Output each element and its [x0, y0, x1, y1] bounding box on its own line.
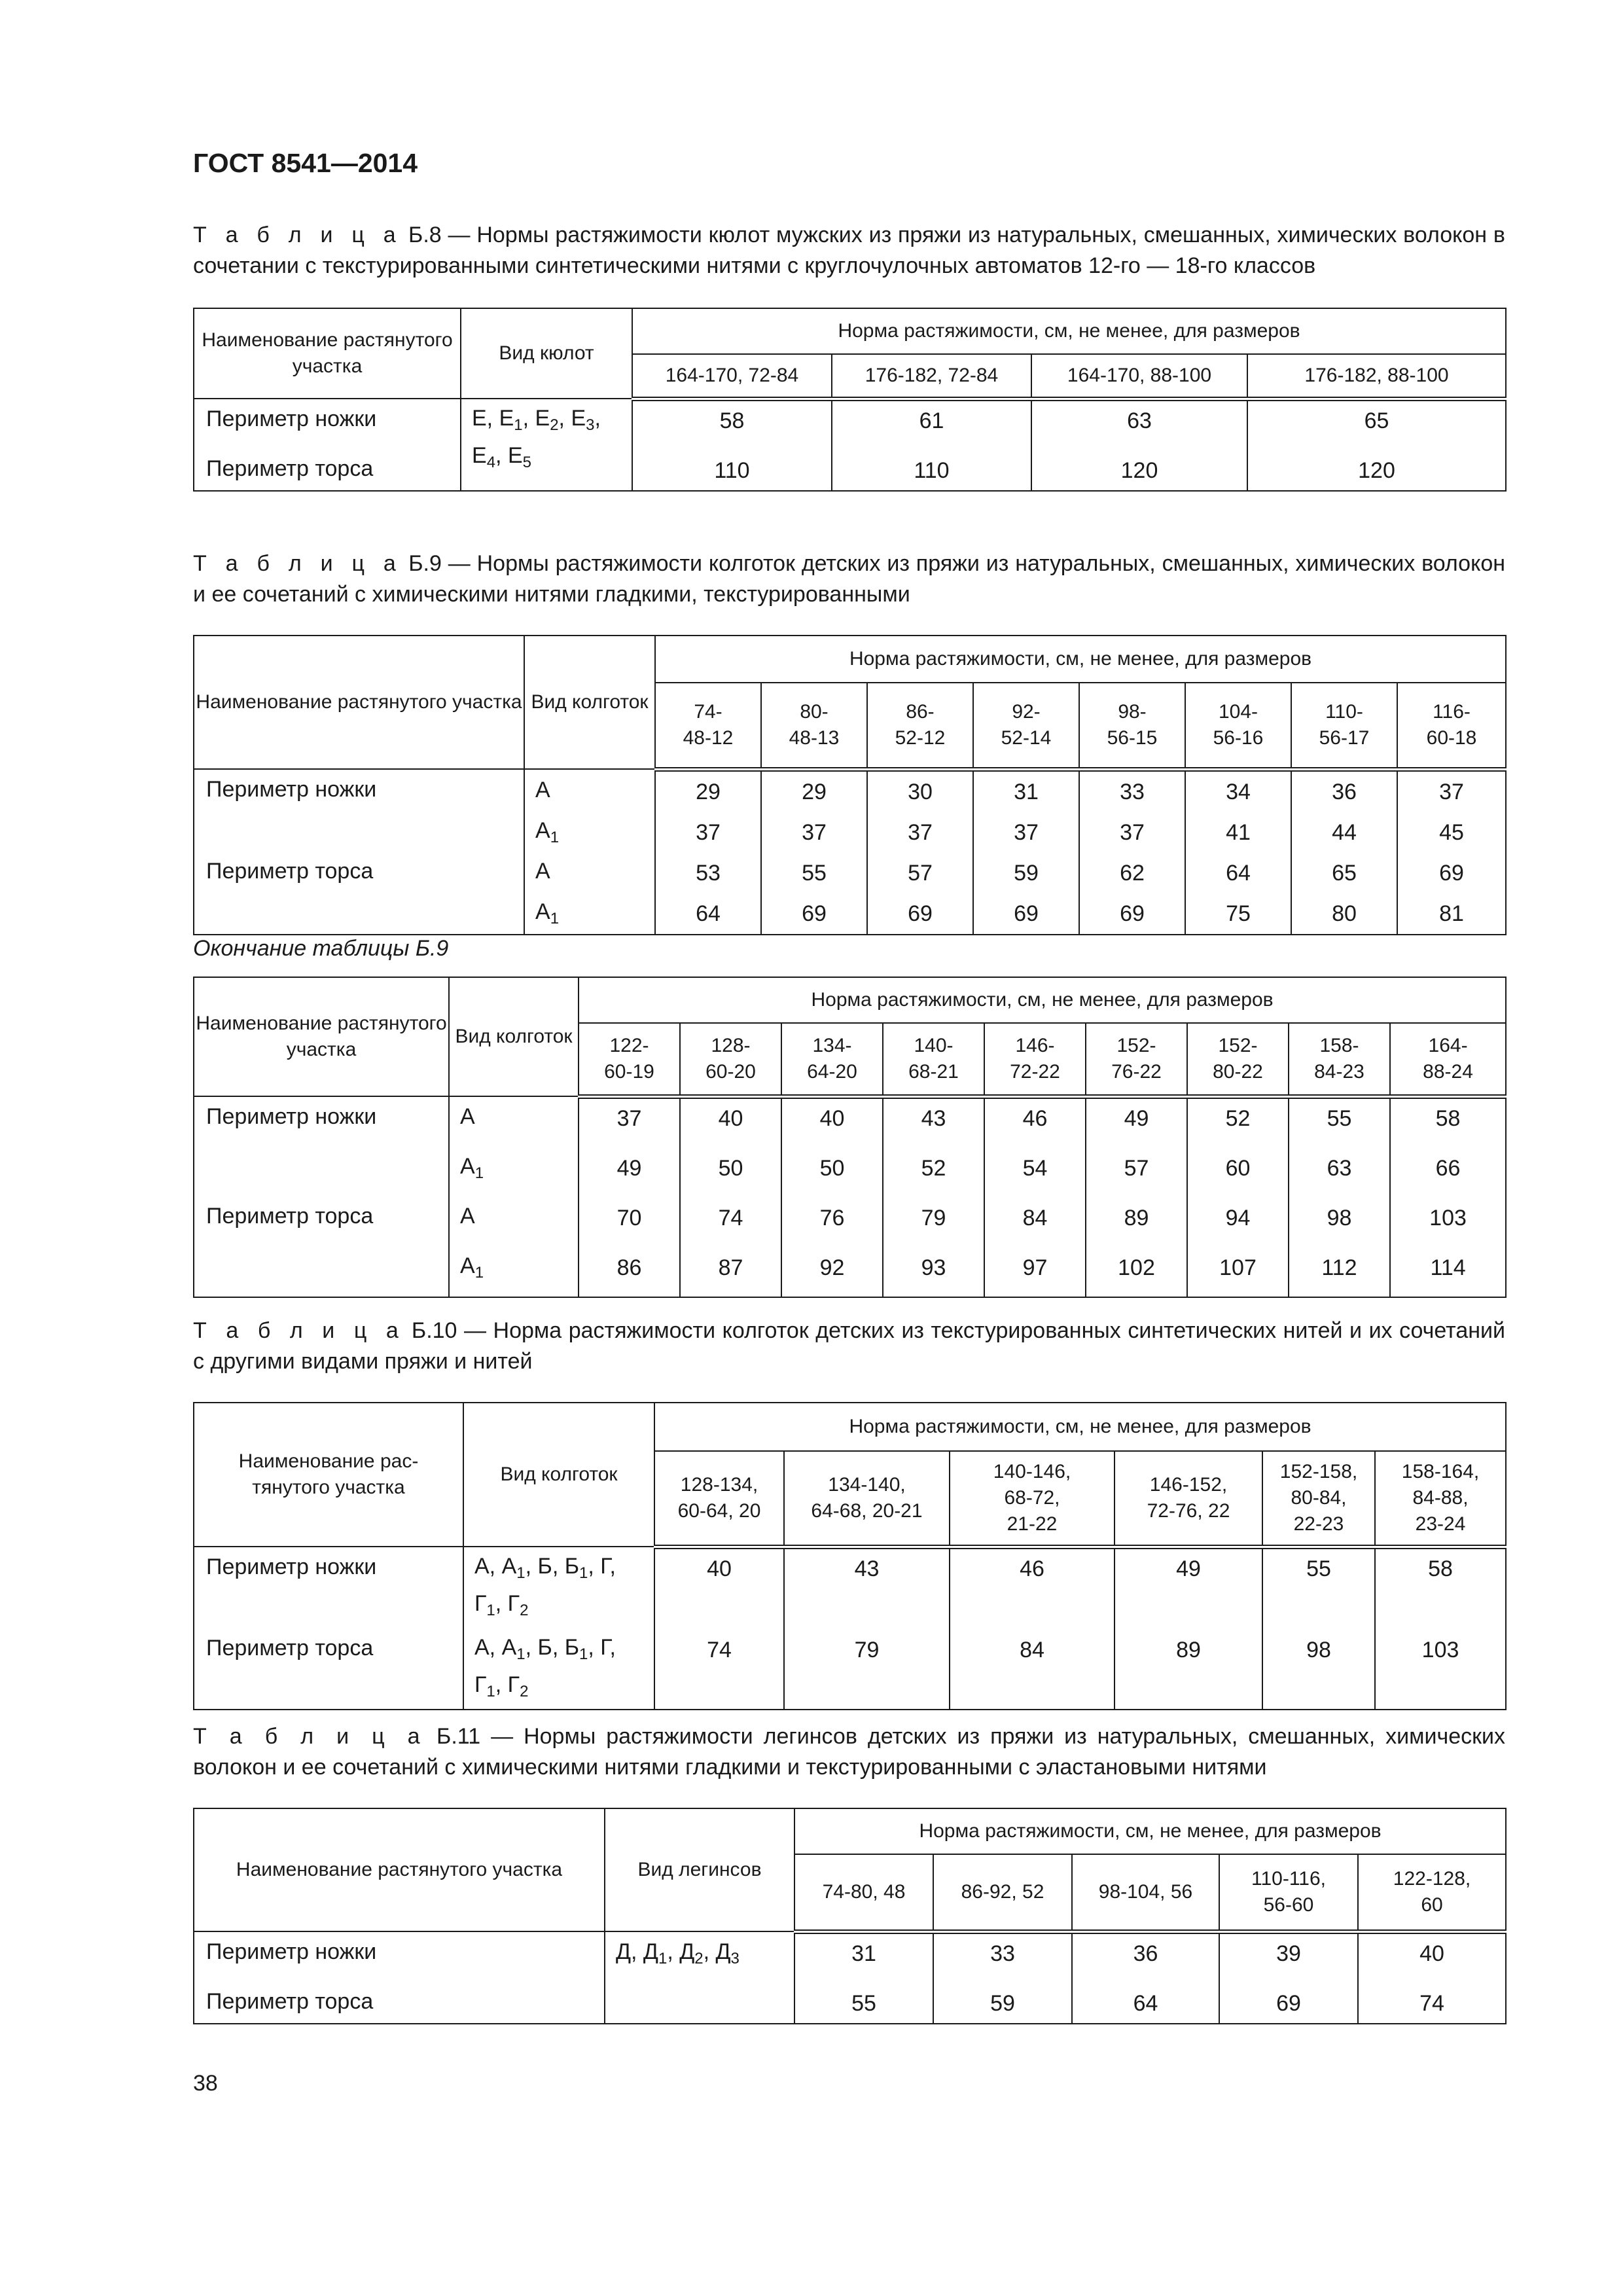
value-cell: 29 — [802, 779, 827, 804]
value-cell: 33 — [990, 1941, 1015, 1966]
size-line: 158- — [1319, 1034, 1359, 1056]
value-cell: 49 — [616, 1155, 642, 1181]
size-line: 140-146, — [993, 1460, 1071, 1482]
size-header — [655, 683, 761, 769]
row-name: Периметр ножки — [206, 1554, 377, 1579]
kind-label: $А_1$ — [535, 899, 560, 927]
value-cell: 37 — [1014, 819, 1039, 845]
value-cell: 59 — [990, 1990, 1015, 2016]
table-row — [194, 399, 1506, 491]
row-name: Периметр ножки — [206, 777, 377, 802]
size-line: 146-152, — [1149, 1473, 1228, 1496]
size-line: 80-22 — [1213, 1060, 1263, 1083]
size-header: 176-182, 72-84 — [832, 354, 1031, 399]
value-cell: 75 — [1226, 901, 1251, 926]
document-header: ГОСТ 8541—2014 — [193, 148, 418, 178]
header-name: Наименование растянутого участка — [194, 636, 524, 769]
kind-label: А — [535, 859, 550, 884]
kind-label: А — [535, 778, 550, 802]
header-name: Наименование растянутого участка — [194, 1808, 605, 1931]
value-cell: 55 — [851, 1990, 876, 2016]
size-line: 158-164, — [1401, 1460, 1480, 1482]
size-header — [1262, 1451, 1375, 1547]
row-name: Периметр торса — [206, 456, 374, 481]
size-line: 60-19 — [604, 1060, 654, 1083]
size-header — [883, 1023, 984, 1096]
size-line: 88-24 — [1423, 1060, 1473, 1083]
size-line: 86- — [906, 700, 935, 723]
value-cell: 34 — [1226, 779, 1251, 804]
value-cell: 29 — [696, 779, 721, 804]
size-line: 104- — [1218, 700, 1258, 723]
value-cell: 37 — [802, 819, 827, 845]
size-header — [1375, 1451, 1506, 1547]
size-header — [867, 683, 973, 769]
size-line: 48-12 — [683, 726, 734, 749]
value-cell: 58 — [1428, 1556, 1453, 1581]
value-cell: 103 — [1421, 1637, 1459, 1662]
kind-label: А — [460, 1104, 475, 1129]
size-line: 128- — [711, 1034, 751, 1056]
value-cell: 37 — [908, 819, 933, 845]
value-cell: 69 — [802, 901, 827, 926]
size-line: 122-128, — [1393, 1867, 1471, 1890]
size-line: 72-76, 22 — [1147, 1499, 1230, 1522]
value-cell: 79 — [854, 1637, 880, 1662]
kind-cell — [449, 1096, 579, 1297]
size-header — [933, 1854, 1072, 1931]
caption-prefix: Т а б л и ц а — [193, 1724, 427, 1749]
value-cell: 45 — [1439, 819, 1464, 845]
size-header — [784, 1451, 950, 1547]
size-line: 56-17 — [1319, 726, 1370, 749]
header-norm: Норма растяжимости, см, не менее, для размеров — [579, 977, 1506, 1023]
value-cell: 62 — [1120, 860, 1145, 886]
value-cell: 50 — [819, 1155, 845, 1181]
value-cell: 50 — [718, 1155, 743, 1181]
value-cell: 59 — [1014, 860, 1039, 886]
subscript: 1 — [474, 1264, 484, 1282]
value-cell: 92 — [819, 1255, 845, 1280]
value-cell: 37 — [616, 1105, 642, 1131]
size-header — [794, 1854, 933, 1931]
size-header — [680, 1023, 781, 1096]
value-cell: 58 — [719, 408, 745, 433]
value-cell: 66 — [1435, 1155, 1461, 1181]
header-kind: Вид кюлот — [461, 308, 632, 399]
value-cell: 93 — [921, 1255, 946, 1280]
size-header — [1072, 1854, 1219, 1931]
header-norm: Норма растяжимости, см, не менее, для размеров — [655, 636, 1506, 683]
size-line: 22-23 — [1293, 1513, 1344, 1535]
size-line: 23-24 — [1415, 1513, 1466, 1535]
value-cell: 84 — [1020, 1637, 1044, 1662]
size-line: 92- — [1012, 700, 1041, 723]
table-b10-caption — [193, 1316, 1505, 1377]
size-header — [761, 683, 867, 769]
value-cell: 43 — [921, 1105, 946, 1131]
kind-label: $А_1$ — [460, 1253, 484, 1282]
size-header — [950, 1451, 1115, 1547]
value-cell: 41 — [1226, 819, 1251, 845]
size-line: 84-23 — [1314, 1060, 1364, 1083]
size-line: 146- — [1015, 1034, 1055, 1056]
size-header — [1187, 1023, 1289, 1096]
size-header — [781, 1023, 883, 1096]
value-cell: 54 — [1022, 1155, 1048, 1181]
kind-cell: Е, $Е_1$, $Е_2$, $Е_3$, $Е_4$, $Е_5$ — [461, 399, 632, 491]
size-line: 128-134, — [680, 1473, 758, 1496]
row-name: Периметр торса — [206, 859, 374, 884]
value-cell: 81 — [1439, 901, 1464, 926]
size-line: 60-18 — [1426, 726, 1477, 749]
size-header — [1086, 1023, 1187, 1096]
value-cell: 87 — [718, 1255, 743, 1280]
size-header — [984, 1023, 1086, 1096]
page-number: 38 — [193, 2071, 218, 2096]
size-line: 60 — [1421, 1893, 1443, 1916]
row-name: Периметр ножки — [206, 406, 377, 431]
value-cell: 69 — [1276, 1990, 1301, 2016]
size-line: 52-12 — [895, 726, 946, 749]
value-cell: 64 — [696, 901, 721, 926]
value-cell: 103 — [1429, 1205, 1467, 1230]
size-line: 48-13 — [789, 726, 840, 749]
kind-label: А — [460, 1204, 475, 1229]
row-name: Периметр ножки — [206, 1104, 377, 1129]
value-cell: 114 — [1430, 1255, 1466, 1280]
size-line: 52-14 — [1001, 726, 1052, 749]
header-kind: Вид легинсов — [605, 1808, 794, 1931]
row-name: Периметр ножки — [206, 1939, 377, 1964]
size-line: 152-158, — [1279, 1460, 1358, 1482]
value-cell: 46 — [1020, 1556, 1044, 1581]
row-names — [194, 1931, 605, 2024]
value-cell: 37 — [1439, 779, 1464, 804]
caption-text: Б.8 — Нормы растяжимости кюлот мужских из пряжи из натуральных, смешанных, химических волокон в сочетании с текстурированными синтетическими нитями с круглочулочных автоматов 12-го — 18-го классов — [193, 223, 1505, 278]
value-cell: 46 — [1022, 1105, 1048, 1131]
value-cell: 107 — [1219, 1255, 1257, 1280]
value-cell: 60 — [1225, 1155, 1251, 1181]
size-header: 164-170, 88-100 — [1031, 354, 1247, 399]
size-line: 56-15 — [1107, 726, 1158, 749]
value-cell: 69 — [1014, 901, 1039, 926]
size-header: 176-182, 88-100 — [1247, 354, 1506, 399]
table-row — [194, 1096, 1506, 1297]
size-header — [1219, 1854, 1358, 1931]
value-cell: 69 — [908, 901, 933, 926]
value-cell: 65 — [1364, 408, 1389, 433]
value-cell: 120 — [1120, 457, 1158, 483]
value-cell: 36 — [1133, 1941, 1158, 1966]
table-b9-continuation-caption: Окончание таблицы Б.9 — [193, 936, 449, 961]
row-name: Периметр торса — [206, 1989, 374, 2014]
value-cell: 80 — [1332, 901, 1357, 926]
size-line: 60-64, 20 — [677, 1499, 761, 1522]
size-header — [1289, 1023, 1390, 1096]
size-line: 74-80, 48 — [822, 1880, 906, 1903]
value-cell: 64 — [1133, 1990, 1158, 2016]
size-line: 74- — [694, 700, 722, 723]
caption-prefix: Т а б л и ц а — [193, 551, 402, 576]
caption-text: Б.9 — Нормы растяжимости колготок детских из пряжи из натуральных, смешанных, химических волокон и ее сочетаний с химическими нитями гладкими, текстурированными — [193, 551, 1506, 607]
value-cell: 89 — [1124, 1205, 1149, 1230]
kind-cell: Д, $Д_1$, $Д_2$, $Д_3$ — [605, 1931, 794, 2024]
size-line: 68-21 — [908, 1060, 959, 1083]
value-cell: 49 — [1176, 1556, 1201, 1581]
kind-cell — [524, 769, 655, 935]
table-row — [194, 1931, 1506, 2024]
value-cell: 76 — [819, 1205, 845, 1230]
size-header — [1079, 683, 1185, 769]
value-cell: 30 — [908, 779, 933, 804]
row-names — [194, 399, 461, 491]
header-name-line: Наименование рас- — [238, 1450, 419, 1472]
size-line: 98- — [1118, 700, 1147, 723]
value-cell: 40 — [707, 1556, 732, 1581]
table-b9 — [193, 635, 1507, 935]
value-cell: 55 — [1327, 1105, 1352, 1131]
kind-cell: А, $А_1$, Б, $Б_1$, Г, $Г_1$, $Г_2$ А, $А_1$, Б, $Б_1$, Г, $Г_1$, $Г_2$ — [463, 1547, 654, 1710]
caption-prefix: Т а б л и ц а — [193, 223, 402, 247]
value-cell: 120 — [1358, 457, 1395, 483]
value-cell: 58 — [1435, 1105, 1461, 1131]
header-name: Наименование растянутого участка — [194, 977, 449, 1096]
value-cell: 31 — [851, 1941, 876, 1966]
table-b11 — [193, 1808, 1507, 2024]
size-line: 80- — [800, 700, 829, 723]
size-line: 84-88, — [1412, 1486, 1469, 1509]
value-cell: 31 — [1014, 779, 1039, 804]
size-line: 56-60 — [1263, 1893, 1314, 1916]
row-name: Периметр торса — [206, 1636, 374, 1660]
value-cell: 49 — [1124, 1105, 1149, 1131]
row-name: Периметр торса — [206, 1204, 374, 1229]
value-cell: 40 — [718, 1105, 743, 1131]
value-cell: 97 — [1022, 1255, 1048, 1280]
size-line: 64-20 — [807, 1060, 857, 1083]
header-norm: Норма растяжимости, см, не менее, для размеров — [654, 1403, 1506, 1451]
header-kind: Вид колготок — [449, 977, 579, 1096]
value-cell: 37 — [1120, 819, 1145, 845]
value-cell: 74 — [1419, 1990, 1444, 2016]
value-cell: 55 — [1306, 1556, 1331, 1581]
value-cell: 40 — [819, 1105, 845, 1131]
size-header: 164-170, 72-84 — [632, 354, 832, 399]
value-cell: 110 — [914, 457, 950, 483]
value-cell: 69 — [1439, 860, 1464, 886]
value-cell: 74 — [718, 1205, 743, 1230]
size-line: 76-22 — [1111, 1060, 1162, 1083]
table-b8-caption — [193, 220, 1505, 281]
size-line: 56-16 — [1213, 726, 1264, 749]
size-line: 152- — [1218, 1034, 1258, 1056]
size-line: 110-116, — [1251, 1867, 1326, 1890]
subscript: 1 — [550, 829, 560, 846]
table-b9-end — [193, 977, 1507, 1298]
value-cell: 63 — [1327, 1155, 1352, 1181]
kind-label: $А_1$ — [460, 1154, 484, 1182]
subscript: 1 — [550, 910, 560, 927]
header-name — [194, 1403, 463, 1547]
value-cell: 37 — [696, 819, 721, 845]
header-norm: Норма растяжимости, см, не менее, для размеров — [632, 308, 1506, 354]
value-cell: 69 — [1120, 901, 1145, 926]
size-header — [1185, 683, 1291, 769]
size-line: 60-20 — [705, 1060, 756, 1083]
value-cell: 74 — [707, 1637, 732, 1662]
size-line: 86-92, 52 — [961, 1880, 1044, 1903]
row-names — [194, 769, 524, 935]
size-header — [1390, 1023, 1506, 1096]
size-header — [1115, 1451, 1262, 1547]
value-cell: 36 — [1332, 779, 1357, 804]
size-header — [973, 683, 1079, 769]
value-cell: 98 — [1306, 1637, 1331, 1662]
value-cell: 94 — [1225, 1205, 1251, 1230]
size-line: 140- — [914, 1034, 954, 1056]
value-cell: 65 — [1332, 860, 1357, 886]
value-cell: 79 — [921, 1205, 946, 1230]
size-line: 134-140, — [828, 1473, 906, 1496]
size-line: 68-72, — [1004, 1486, 1060, 1509]
value-cell: 86 — [616, 1255, 642, 1280]
caption-text: Б.10 — Норма растяжимости колготок детских из текстурированных синтетических нитей и их сочетаний с другими видами пряжи и нитей — [193, 1318, 1505, 1374]
header-name: Наименование растянутого участка — [194, 308, 461, 399]
value-cell: 102 — [1118, 1255, 1155, 1280]
caption-prefix: Т а б л и ц а — [193, 1318, 405, 1343]
value-cell: 39 — [1276, 1941, 1301, 1966]
size-header — [1291, 683, 1397, 769]
value-cell: 43 — [854, 1556, 880, 1581]
value-cell: 55 — [802, 860, 827, 886]
size-line: 72-22 — [1010, 1060, 1060, 1083]
value-cell: 44 — [1332, 819, 1357, 845]
size-line: 164- — [1428, 1034, 1468, 1056]
value-cell: 63 — [1127, 408, 1152, 433]
size-line: 98-104, 56 — [1098, 1880, 1193, 1903]
value-cell: 84 — [1022, 1205, 1048, 1230]
caption-text: Б.11 — Нормы растяжимости легинсов детских из пряжи из натуральных, смешанных, химических волокон и ее сочетаний с химическими нитями гладкими и текстурированными с эластановыми нитями — [193, 1724, 1506, 1780]
size-line: 122- — [609, 1034, 649, 1056]
size-line: 80-84, — [1291, 1486, 1347, 1509]
value-cell: 98 — [1327, 1205, 1352, 1230]
value-cell: 64 — [1226, 860, 1251, 886]
size-line: 64-68, 20-21 — [811, 1499, 923, 1522]
size-line: 134- — [812, 1034, 852, 1056]
value-cell: 61 — [919, 408, 944, 433]
table-b11-caption — [193, 1721, 1505, 1783]
value-cell: 33 — [1120, 779, 1145, 804]
kind-label: $А_1$ — [535, 818, 560, 846]
table-b9-caption — [193, 548, 1505, 610]
size-line: 152- — [1116, 1034, 1156, 1056]
size-header — [654, 1451, 784, 1547]
value-cell: 110 — [714, 457, 750, 483]
size-header — [1358, 1854, 1506, 1931]
header-kind: Вид колготок — [463, 1403, 654, 1547]
size-line: 21-22 — [1007, 1513, 1058, 1535]
value-cell: 52 — [1225, 1105, 1251, 1131]
header-name-line: тянутого участка — [252, 1477, 405, 1498]
table-b8 — [193, 308, 1507, 492]
value-cell: 70 — [616, 1205, 642, 1230]
row-names — [194, 1096, 449, 1297]
size-line: 110- — [1325, 700, 1363, 723]
size-header — [579, 1023, 680, 1096]
header-norm: Норма растяжимости, см, не менее, для размеров — [794, 1808, 1506, 1854]
value-cell: 40 — [1419, 1941, 1444, 1966]
table-row — [194, 1547, 1506, 1710]
value-cell: 89 — [1176, 1637, 1201, 1662]
size-line: 116- — [1433, 700, 1471, 723]
value-cell: 53 — [696, 860, 721, 886]
subscript: 1 — [474, 1164, 484, 1182]
header-kind: Вид колготок — [524, 636, 655, 769]
table-row — [194, 769, 1506, 935]
value-cell: 57 — [1124, 1155, 1149, 1181]
value-cell: 57 — [908, 860, 933, 886]
table-b10 — [193, 1402, 1507, 1710]
size-header — [1397, 683, 1506, 769]
value-cell: 52 — [921, 1155, 946, 1181]
row-names — [194, 1547, 463, 1710]
value-cell: 112 — [1321, 1255, 1357, 1280]
